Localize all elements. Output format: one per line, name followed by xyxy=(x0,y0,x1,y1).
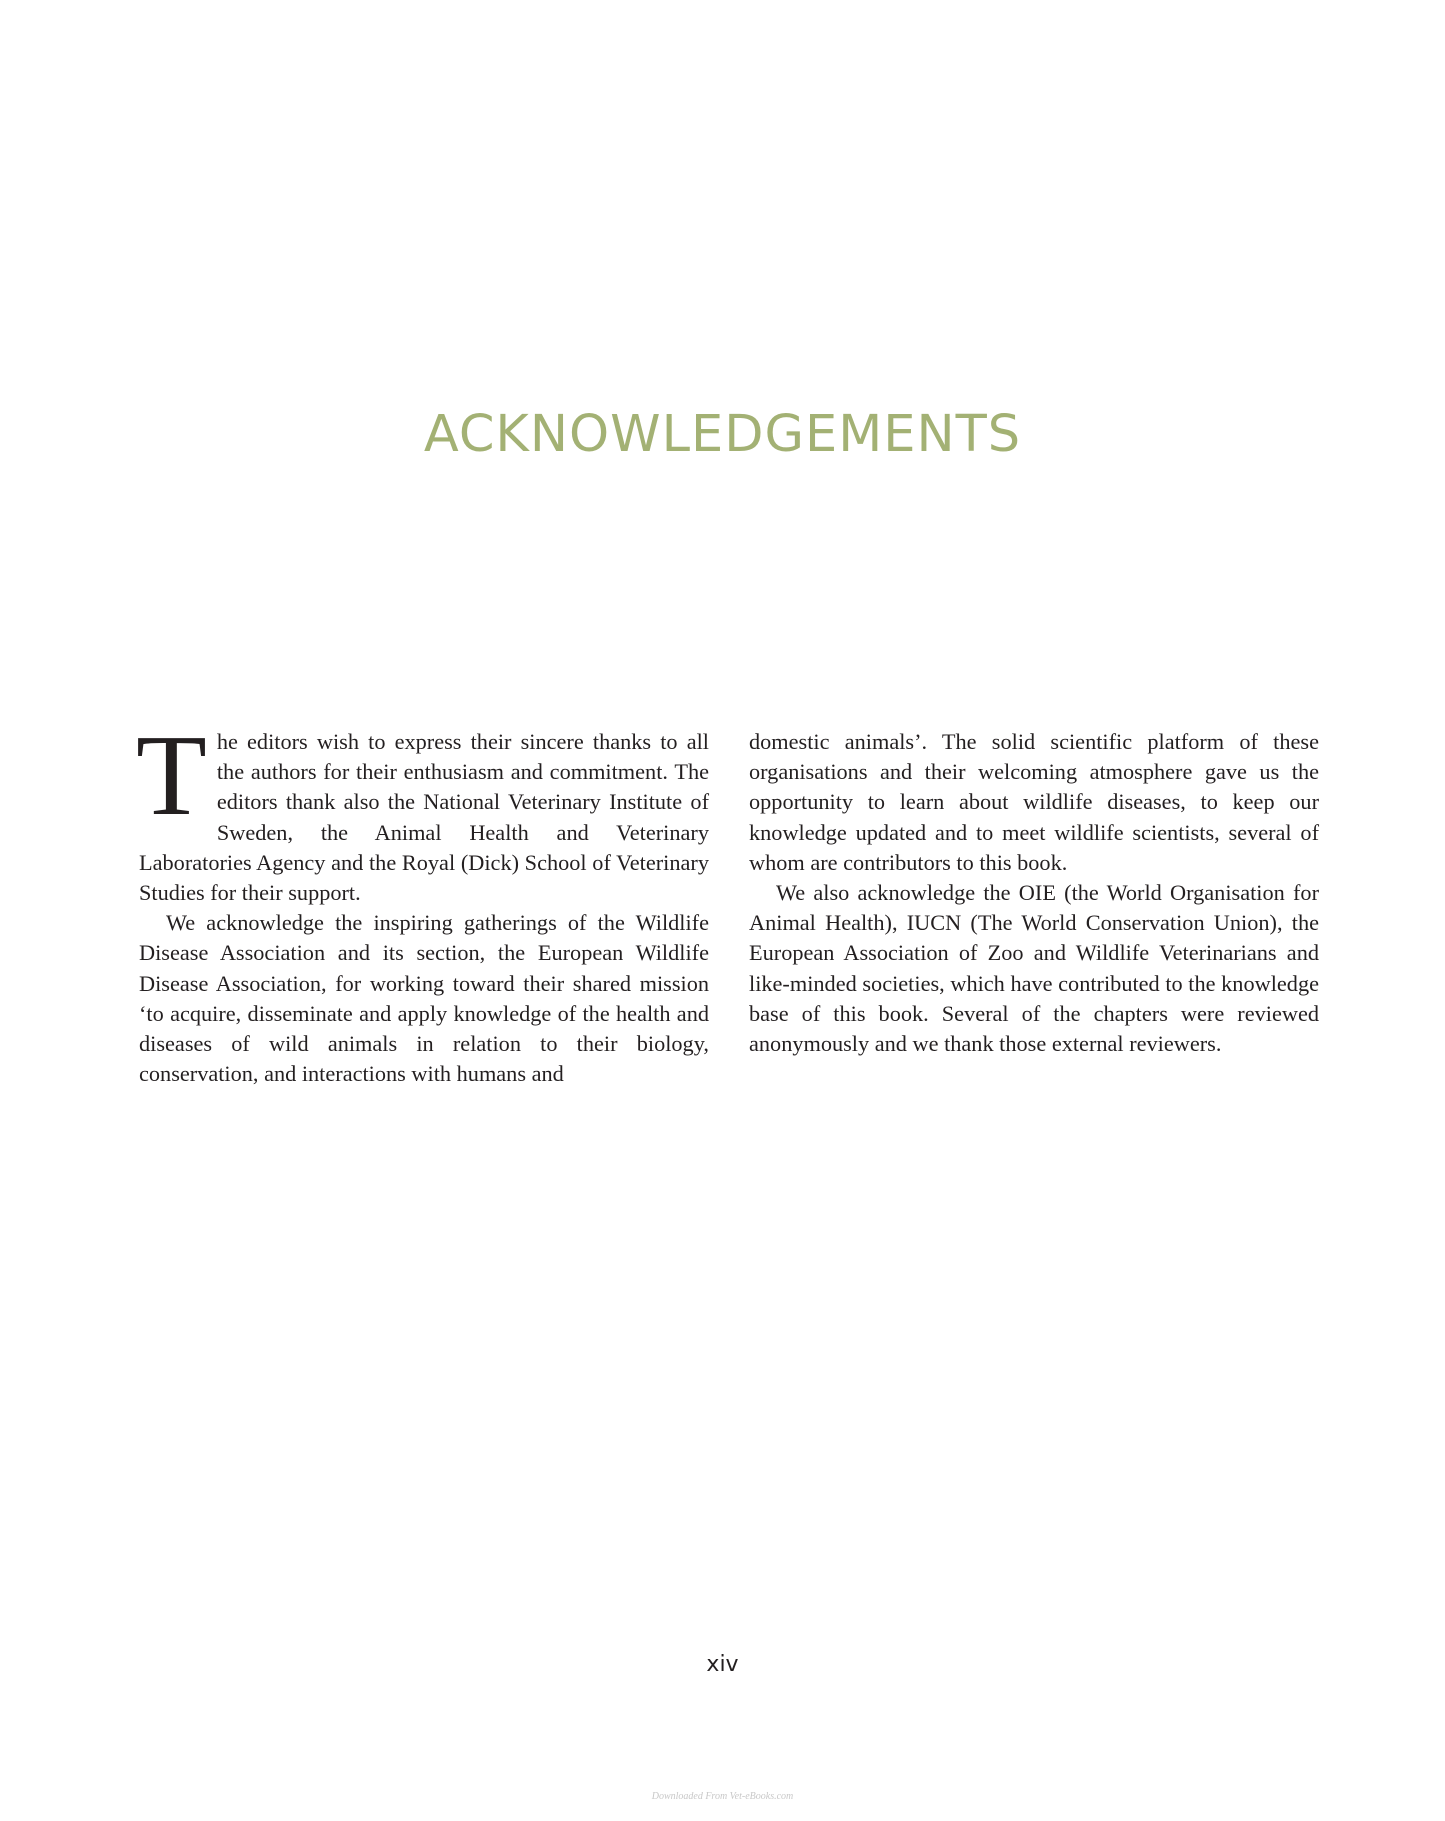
page-title: ACKNOWLEDGEMENTS xyxy=(423,405,1022,464)
paragraph xyxy=(136,712,709,908)
download-watermark: Downloaded From Vet-eBooks.com xyxy=(651,1791,794,1802)
paragraph-text: he editors wish to express their sincere thanks to all the authors for their enthusiasm and commitment. The editors thank also the National Veterinary Institute of Sweden, the Animal Health and Veterinary Laboratories Agency and the Royal (Dick) School of Veterinary Studies for their support. xyxy=(139,729,709,906)
body-columns xyxy=(136,712,1319,1089)
paragraph: We also acknowledge the OIE (the World Organisation for Animal Health), IUCN (The World Conservation Union), the European Association of Zoo and Wildlife Veterinarians and like-minded societies, which have contributed to the knowledge base of this book. Several of the chapters were reviewed anonymously and we thank those external reviewers. xyxy=(749,880,1319,1057)
paragraph: We acknowledge the inspiring gatherings of the Wildlife Disease Association and its section, the European Wildlife Disease Association, for working toward their shared mission ‘to acquire, disseminate and apply knowledge of the health and diseases of wild animals in relation to their biology, conservation, and interactions with humans and xyxy=(139,910,709,1087)
right-column xyxy=(749,727,1319,1089)
page-number: xiv xyxy=(706,1652,739,1677)
paragraph: domestic animals’. The solid scientific platform of these organisations and their welcoming atmosphere gave us the opportunity to learn about wildlife diseases, to keep our knowledge updated and to meet wildlife scientists, several of whom are contributors to this book. xyxy=(749,729,1319,875)
left-column xyxy=(136,712,709,1089)
drop-cap: T xyxy=(136,712,207,840)
